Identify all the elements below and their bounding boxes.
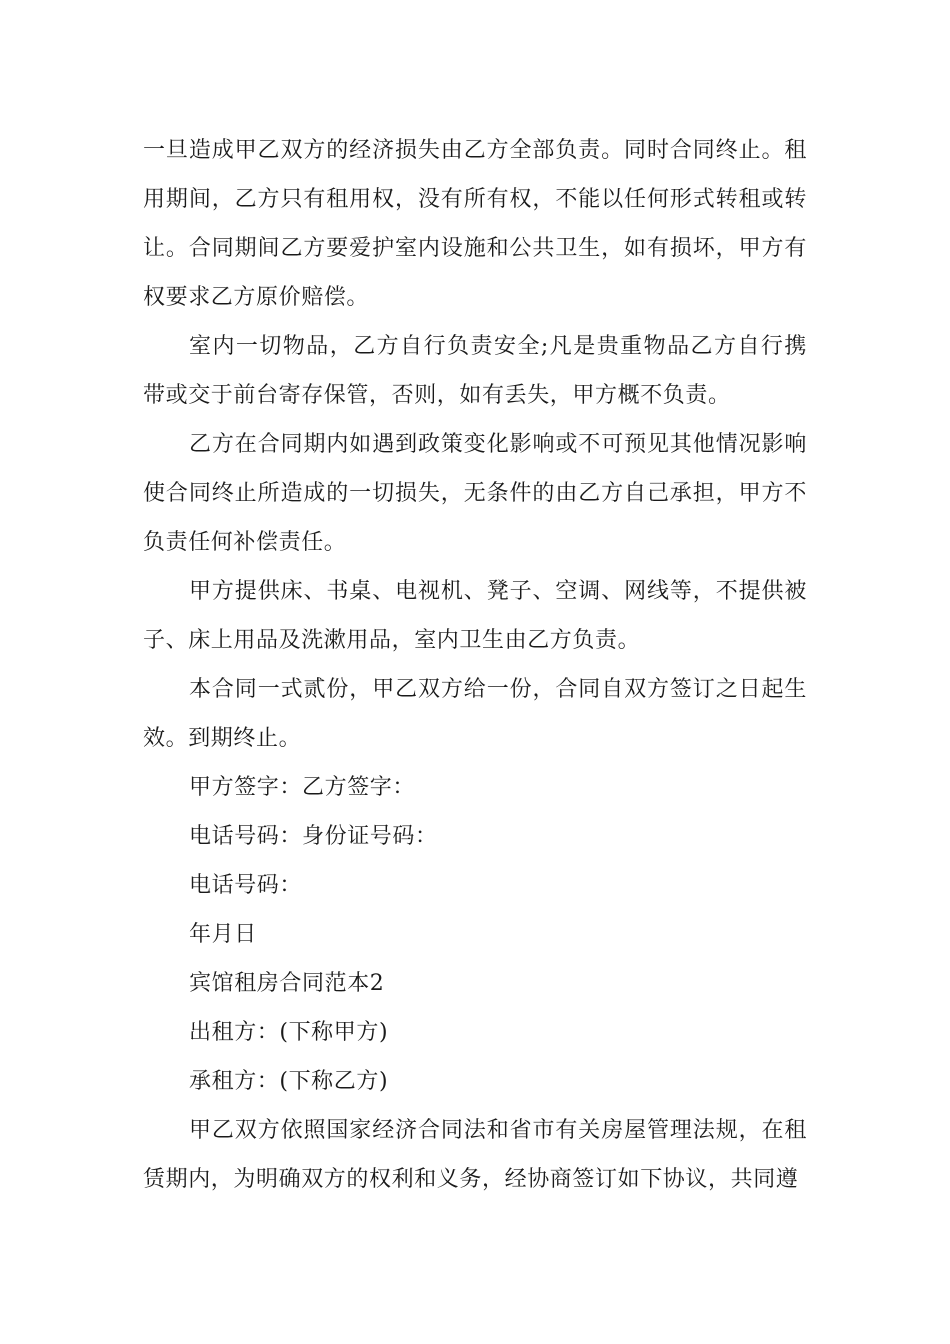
paragraph-intro: 甲乙双方依照国家经济合同法和省市有关房屋管理法规，在租赁期内，为明确双方的权利和义务，经协商签订如下协议，共同遵: [143, 1118, 807, 1192]
phone-line: 电话号码：: [189, 873, 303, 898]
lessee-line: 承租方：(下称乙方): [189, 1069, 389, 1094]
paragraph-furnishings: 甲方提供床、书桌、电视机、凳子、空调、网线等，不提供被子、床上用品及洗漱用品，室内卫生由乙方负责。: [143, 579, 807, 653]
signature-line: 甲方签字：乙方签字：: [189, 775, 416, 800]
paragraph-liability-termination: 一旦造成甲乙双方的经济损失由乙方全部负责。同时合同终止。租用期间，乙方只有租用权，没有所有权，不能以任何形式转租或转让。合同期间乙方要爱护室内设施和公共卫生，如有损坏，甲方有权要求乙方原价赔偿。: [143, 138, 807, 310]
paragraph-property-safety: 室内一切物品，乙方自行负责安全;凡是贵重物品乙方自行携带或交于前台寄存保管，否则，如有丢失，甲方概不负责。: [143, 334, 807, 408]
document-body: [143, 126, 807, 1204]
lessor-line: 出租方：(下称甲方): [189, 1020, 389, 1045]
paragraph-policy-change: 乙方在合同期内如遇到政策变化影响或不可预见其他情况影响使合同终止所造成的一切损失，无条件的由乙方自己承担，甲方不负责任何补偿责任。: [143, 432, 807, 555]
phone-id-line: 电话号码：身份证号码：: [189, 824, 438, 849]
paragraph-contract-copies: 本合同一式贰份，甲乙双方给一份，合同自双方签订之日起生效。到期终止。: [143, 677, 807, 751]
section-title: 宾馆租房合同范本2: [189, 971, 385, 996]
date-line: 年月日: [189, 922, 257, 947]
